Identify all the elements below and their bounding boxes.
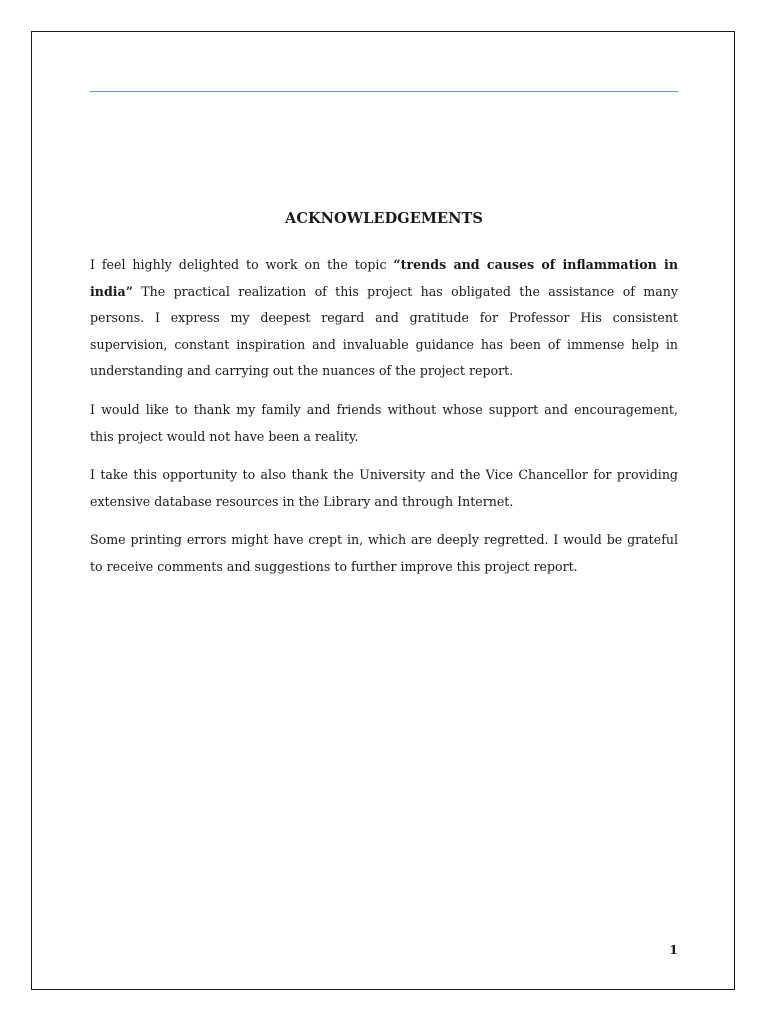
- paragraph-3: I take this opportunity to also thank the University and the Vice Chancellor for providing extensive database resources in the Library and through Internet.: [90, 467, 678, 509]
- page-number: 1: [669, 942, 678, 957]
- paragraph-1-rest: The practical realization of this project has obligated the assistance of many persons. I express my deepest regard and gratitude for Professor His consistent supervision, constant inspiration and invaluable guidance has been of immense help in understanding and carrying out the nuances of the project report.: [90, 283, 678, 379]
- page-title: ACKNOWLEDGEMENTS: [284, 210, 484, 227]
- paragraph-4: Some printing errors might have crept in, which are deeply regretted. I would be grateful to receive comments and suggestions to further improve this project report.: [90, 532, 678, 574]
- topic-title: “trends and causes of inflammation in india”: [90, 257, 678, 299]
- document-body: [90, 252, 678, 593]
- paragraph-2: I would like to thank my family and friends without whose support and encouragement, this project would not have been a reality.: [90, 401, 678, 444]
- paragraph-1: [90, 252, 678, 385]
- paragraph-1-lead: I feel highly delighted to work on the topic: [90, 257, 394, 272]
- header-rule: [90, 91, 678, 92]
